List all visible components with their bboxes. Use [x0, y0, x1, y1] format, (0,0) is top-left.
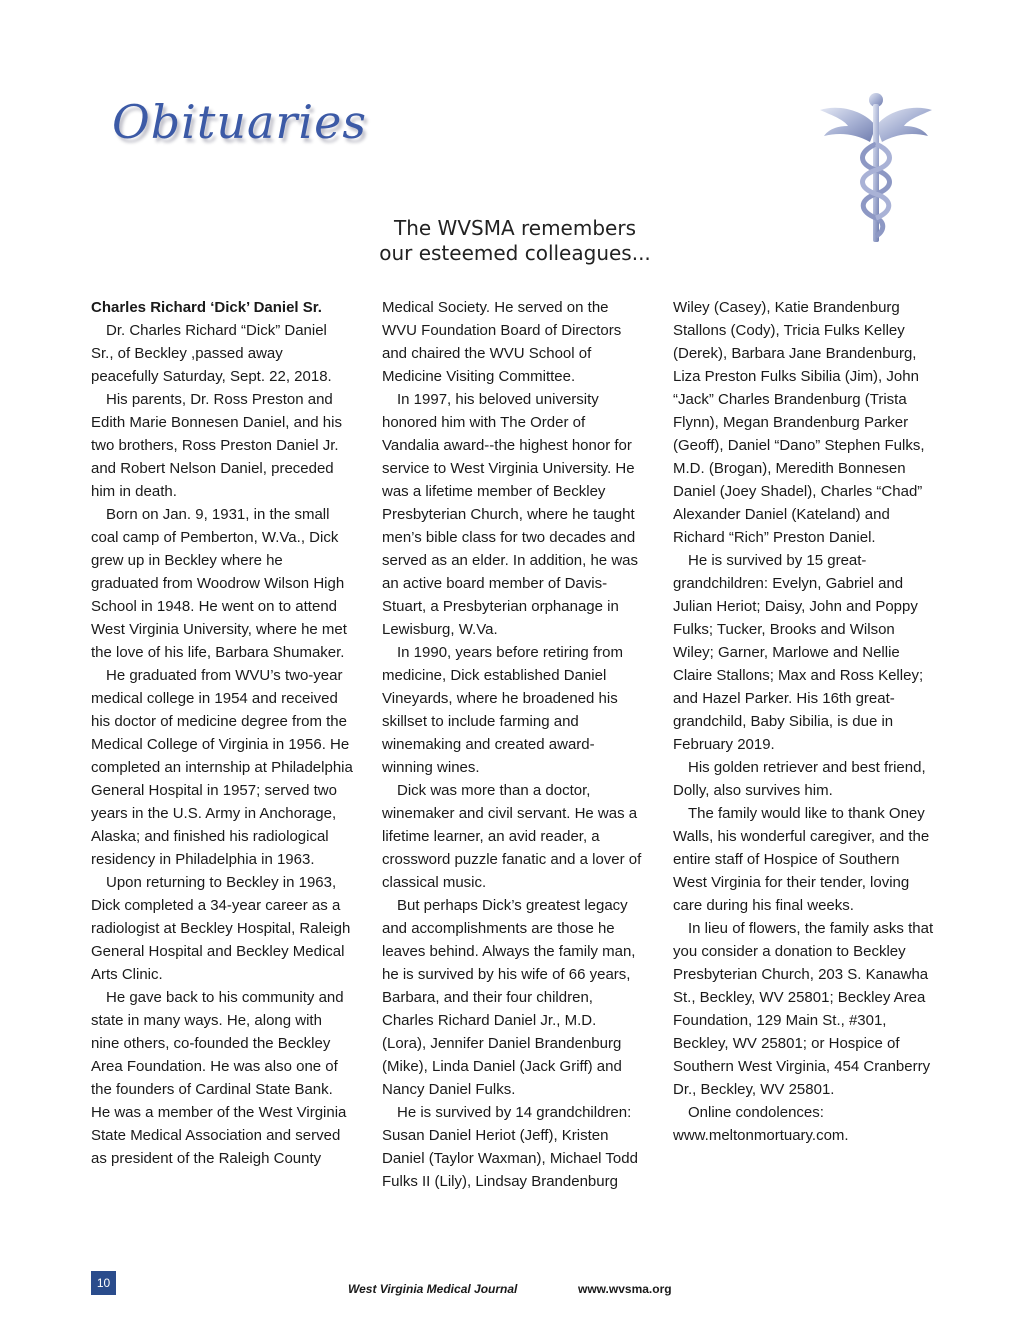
paragraph: He gave back to his community and state in many ways. He, along with nine others, co-founded the Beckley Area Foundation. He was also one of the founders of Cardinal State Bank. He was a member of the West Virginia State Medical Association and served as president of the Raleigh County [91, 989, 347, 1167]
website-url: www.wvsma.org [578, 1282, 672, 1296]
paragraph: The family would like to thank Oney Walls, his wonderful caregiver, and the entire staff of Hospice of Southern West Virginia for their tender, loving care during his final weeks. [673, 805, 930, 914]
column-2 [382, 296, 644, 1193]
paragraph: In 1990, years before retiring from medicine, Dick established Daniel Vineyards, where he broadened his skillset to include farming and winemaking and created award-winning wines. [382, 644, 623, 776]
journal-name: West Virginia Medical Journal [348, 1282, 518, 1296]
paragraph: Online condolences: www.meltonmortuary.com. [673, 1104, 849, 1144]
paragraph: In lieu of flowers, the family asks that you consider a donation to Beckley Presbyterian Church, 203 S. Kanawha St., Beckley, WV 25801; Beckley Area Foundation, 129 Main St., #301, Beckley, WV 25801; or Hospice of Southern West Virginia, 454 Cranberry Dr., Beckley, WV 25801. [673, 920, 934, 1098]
caduceus-icon [818, 86, 934, 244]
tagline [370, 216, 660, 266]
paragraph: But perhaps Dick’s greatest legacy and accomplishments are those he leaves behind. Always the family man, he is survived by his wife of 66 years, Barbara, and their four children, Charles Richard Daniel Jr., M.D. (Lora), Jennifer Daniel Brandenburg (Mike), Linda Daniel (Jack Griff) and Nancy Daniel Fulks. [382, 897, 636, 1098]
paragraph: He graduated from WVU’s two-year medical college in 1954 and received his doctor of medicine degree from the Medical College of Virginia in 1956. He completed an internship at Philadelphia General Hospital in 1957; served two years in the U.S. Army in Anchorage, Alaska; and finished his radiological residency in Philadelphia in 1963. [91, 667, 353, 868]
tagline-line-2: our esteemed colleagues... [379, 241, 651, 265]
page-number: 10 [91, 1271, 116, 1295]
page-title: Obituaries [112, 95, 367, 149]
obituary-heading: Charles Richard ‘Dick’ Daniel Sr. [91, 299, 322, 316]
masthead [112, 72, 372, 172]
tagline-line-1: The WVSMA remembers [393, 216, 636, 240]
paragraph: In 1997, his beloved university honored him with The Order of Vandalia award--the highest honor for service to West Virginia University. He was a lifetime member of Beckley Presbyterian Church, where he taught men’s bible class for two decades and served as an elder. In addition, he was an active board member of Davis-Stuart, a Presbyterian orphanage in Lewisburg, W.Va. [382, 391, 638, 638]
paragraph: Born on Jan. 9, 1931, in the small coal camp of Pemberton, W.Va., Dick grew up in Beckley where he graduated from Woodrow Wilson High School in 1948. He went on to attend West Virginia University, where he met the love of his life, Barbara Shumaker. [91, 506, 347, 661]
paragraph: Dr. Charles Richard “Dick” Daniel Sr., of Beckley ,passed away peacefully Saturday, Sept. 22, 2018. [91, 322, 332, 385]
paragraph: Wiley (Casey), Katie Brandenburg Stallons (Cody), Tricia Fulks Kelley (Derek), Barbara Jane Brandenburg, Liza Preston Fulks Sibilia (Jim), John “Jack” Charles Brandenburg (Trista Flynn), Megan Brandenburg Parker (Geoff), Daniel “Dano” Stephen Fulks, M.D. (Brogan), Meredith Bonnesen Daniel (Joey Shadel), Charles “Chad” Alexander Daniel (Kateland) and Richard “Rich” Preston Daniel. [673, 299, 925, 546]
paragraph: Medical Society. He served on the WVU Foundation Board of Directors and chaired the WVU School of Medicine Visiting Committee. [382, 299, 622, 385]
paragraph: His golden retriever and best friend, Dolly, also survives him. [673, 759, 926, 799]
column-1 [91, 296, 353, 1170]
paragraph: Dick was more than a doctor, winemaker and civil servant. He was a lifetime learner, an avid reader, a crossword puzzle fanatic and a lover of classical music. [382, 782, 642, 891]
paragraph: He is survived by 14 grandchildren: Susan Daniel Heriot (Jeff), Kristen Daniel (Taylor Waxman), Michael Todd Fulks II (Lily), Lindsay Brandenburg [382, 1104, 638, 1190]
paragraph: Upon returning to Beckley in 1963, Dick completed a 34-year career as a radiologist at Beckley Hospital, Raleigh General Hospital and Beckley Medical Arts Clinic. [91, 874, 351, 983]
column-3 [673, 296, 935, 1147]
paragraph: He is survived by 15 great-grandchildren: Evelyn, Gabriel and Julian Heriot; Daisy, John and Poppy Fulks; Tucker, Brooks and Wilson Wiley; Garner, Marlowe and Nellie Claire Stallons; Max and Ross Kelley; and Hazel Parker. His 16th great-grandchild, Baby Sibilia, is due in February 2019. [673, 552, 924, 753]
paragraph: His parents, Dr. Ross Preston and Edith Marie Bonnesen Daniel, and his two brothers, Ross Preston Daniel Jr. and Robert Nelson Daniel, preceded him in death. [91, 391, 342, 500]
